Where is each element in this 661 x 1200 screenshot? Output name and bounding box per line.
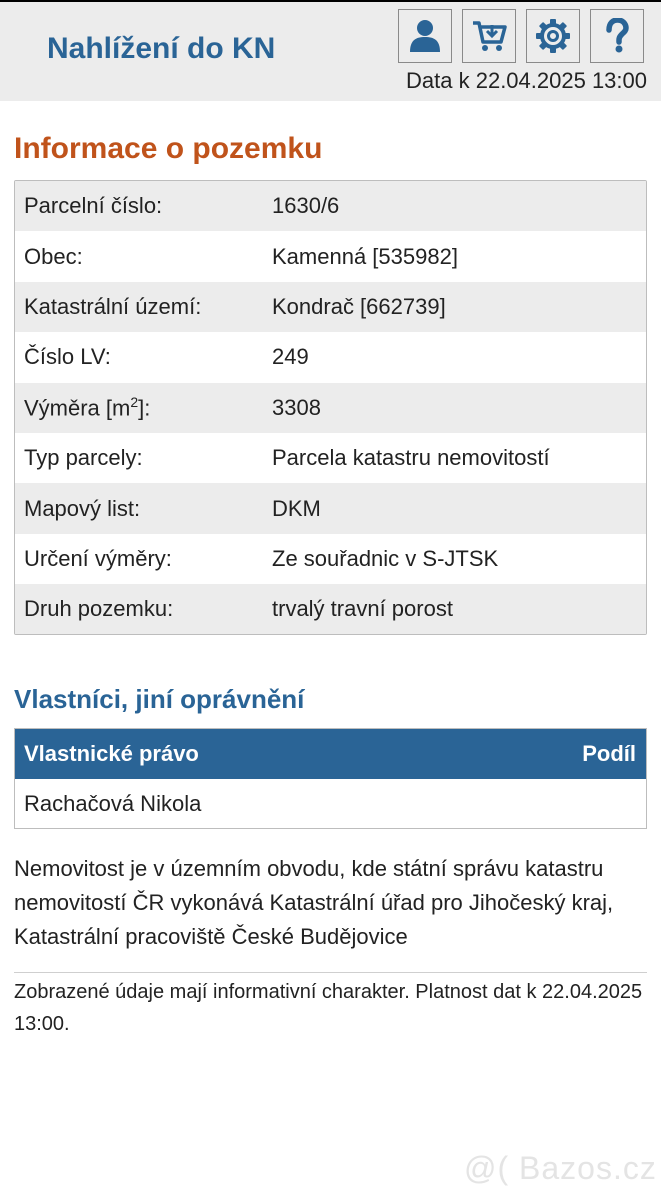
share-header: Podíl [582,741,636,766]
cart-button[interactable] [462,9,516,63]
area-label-sup: 2 [130,394,139,411]
info-value[interactable]: 249 [272,344,309,370]
jurisdiction-note: Nemovitost je v územním obvodu, kde státní správu katastru nemovitostí ČR vykonává Katastrální úřad pro Jihočeský kraj, Katastrální pracoviště České Budějovice [14,856,614,949]
owners-table-header [15,729,646,779]
help-button[interactable] [590,9,644,63]
area-label-text: Výměra [m [24,395,131,421]
cart-icon [471,18,507,54]
info-row-area-determination [15,534,646,584]
info-label: Obec: [24,243,83,269]
app-title[interactable]: Nahlížení do KN [47,32,276,65]
info-label: Parcelní číslo: [24,193,163,219]
info-value: trvalý travní porost [272,596,453,622]
info-section-title: Informace o pozemku [14,132,323,165]
info-value: 1630/6 [272,193,340,219]
disclaimer: Zobrazené údaje mají informativní charakter. Platnost dat k 22.04.2025 13:00. [14,981,643,1035]
info-label: Určení výměry: [24,545,172,571]
info-row-map-sheet [15,483,646,533]
watermark: @( Bazos.cz [464,1150,657,1186]
user-button[interactable] [398,9,452,63]
help-icon [599,18,635,54]
info-label: Mapový list: [24,495,141,521]
info-value[interactable]: Kamenná [535982] [272,243,458,269]
parcel-info-table [14,180,647,635]
info-label: Druh pozemku: [24,596,174,622]
info-row-parcel-type [15,433,646,483]
settings-button[interactable] [526,9,580,63]
info-label: Typ parcely: [24,445,143,471]
owner-name[interactable]: Rachačová Nikola [24,791,202,816]
info-value[interactable]: Kondrač [662739] [272,293,446,319]
owner-row[interactable] [15,779,646,829]
info-row-parcel-number [15,181,646,231]
info-value: Ze souřadnic v S-JTSK [272,545,499,571]
info-value: 3308 [272,394,321,420]
app-header [0,0,661,101]
gear-icon [535,18,571,54]
info-value: DKM [272,495,321,521]
info-label: Katastrální území: [24,293,202,319]
owners-section-title: Vlastníci, jiní oprávnění [14,684,305,714]
info-row-land-type [15,584,646,634]
area-label-suffix: ]: [138,395,151,421]
owners-table [14,728,647,829]
user-icon [407,18,443,54]
info-label: Číslo LV: [24,344,111,370]
info-value: Parcela katastru nemovitostí [272,445,550,471]
info-row-lv-number [15,332,646,382]
info-row-cadastral-area [15,282,646,332]
divider [14,972,647,973]
info-row-area [15,383,646,433]
data-date: Data k 22.04.2025 13:00 [406,68,647,93]
ownership-right-header: Vlastnické právo [24,741,199,766]
info-row-municipality [15,231,646,281]
info-label [15,394,272,421]
